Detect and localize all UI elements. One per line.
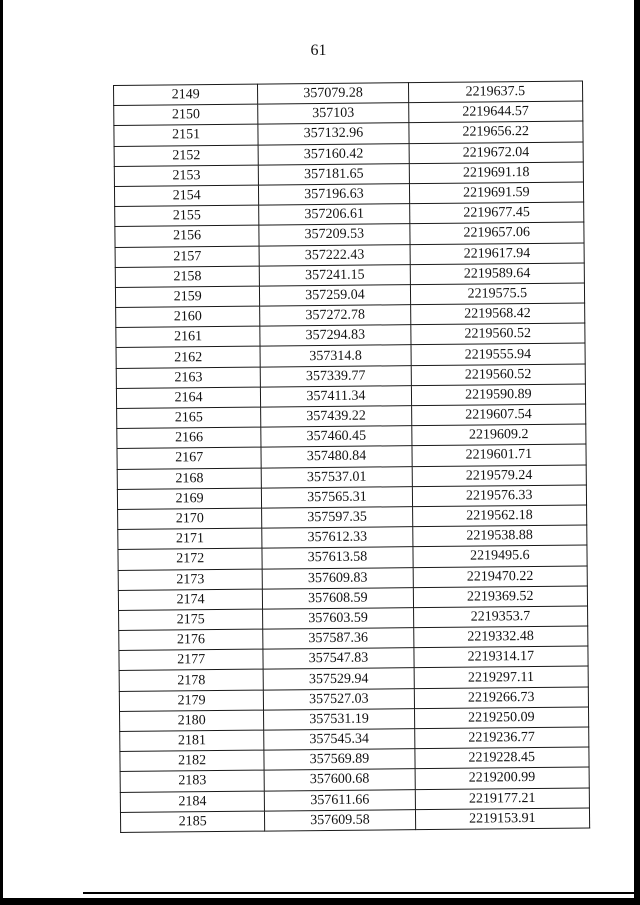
point-id-cell: 2179: [119, 690, 263, 712]
y-coordinate-cell: 2219200.99: [415, 767, 590, 789]
point-id-cell: 2174: [118, 589, 262, 611]
x-coordinate-cell: 357259.04: [260, 285, 410, 307]
x-coordinate-cell: 357460.45: [261, 426, 411, 448]
y-coordinate-cell: 2219576.33: [412, 485, 587, 507]
y-coordinate-cell: 2219617.94: [410, 242, 585, 264]
point-id-cell: 2178: [119, 670, 263, 692]
x-coordinate-cell: 357181.65: [259, 163, 409, 185]
x-coordinate-cell: 357480.84: [261, 446, 411, 468]
point-id-cell: 2184: [120, 791, 264, 813]
x-coordinate-cell: 357196.63: [259, 184, 409, 206]
point-id-cell: 2158: [115, 266, 259, 288]
y-coordinate-cell: 2219177.21: [415, 788, 590, 810]
page-number: 61: [310, 42, 327, 59]
y-coordinate-cell: 2219555.94: [411, 343, 586, 365]
x-coordinate-cell: 357529.94: [263, 668, 413, 690]
point-id-cell: 2165: [117, 407, 261, 429]
y-coordinate-cell: 2219560.52: [410, 323, 585, 345]
point-id-cell: 2175: [119, 609, 263, 631]
scan-bottom-edge: [83, 892, 635, 894]
point-id-cell: 2169: [117, 488, 261, 510]
x-coordinate-cell: 357612.33: [262, 527, 412, 549]
x-coordinate-cell: 357613.58: [262, 547, 412, 569]
x-coordinate-cell: 357209.53: [259, 224, 409, 246]
y-coordinate-cell: 2219250.09: [414, 707, 589, 729]
table-row: [120, 808, 589, 833]
point-id-cell: 2172: [118, 548, 262, 570]
x-coordinate-cell: 357569.89: [264, 749, 414, 771]
point-id-cell: 2152: [114, 145, 258, 167]
x-coordinate-cell: 357339.77: [261, 365, 411, 387]
point-id-cell: 2159: [115, 286, 259, 308]
document-page: [3, 0, 634, 898]
y-coordinate-cell: 2219644.57: [408, 101, 583, 123]
x-coordinate-cell: 357531.19: [264, 708, 414, 730]
point-id-cell: 2164: [116, 387, 260, 409]
point-id-cell: 2162: [116, 347, 260, 369]
point-id-cell: 2183: [120, 770, 264, 792]
x-coordinate-cell: 357611.66: [265, 789, 415, 811]
x-coordinate-cell: 357272.78: [260, 305, 410, 327]
y-coordinate-cell: 2219314.17: [414, 646, 589, 668]
y-coordinate-cell: 2219332.48: [413, 626, 588, 648]
point-id-cell: 2161: [116, 326, 260, 348]
y-coordinate-cell: 2219236.77: [414, 727, 589, 749]
y-coordinate-cell: 2219609.2: [411, 424, 586, 446]
y-coordinate-cell: 2219266.73: [414, 687, 589, 709]
point-id-cell: 2170: [118, 508, 262, 530]
point-id-cell: 2171: [118, 528, 262, 550]
y-coordinate-cell: 2219656.22: [408, 121, 583, 143]
x-coordinate-cell: 357547.83: [263, 648, 413, 670]
point-id-cell: 2157: [115, 246, 259, 268]
y-coordinate-cell: 2219590.89: [411, 384, 586, 406]
y-coordinate-cell: 2219637.5: [408, 81, 583, 103]
point-id-cell: 2168: [117, 468, 261, 490]
y-coordinate-cell: 2219672.04: [409, 142, 584, 164]
point-id-cell: 2160: [116, 306, 260, 328]
y-coordinate-cell: 2219691.59: [409, 182, 584, 204]
y-coordinate-cell: 2219297.11: [414, 666, 589, 688]
coordinates-table: [113, 80, 590, 832]
y-coordinate-cell: 2219470.22: [413, 565, 588, 587]
y-coordinate-cell: 2219691.18: [409, 162, 584, 184]
y-coordinate-cell: 2219607.54: [411, 404, 586, 426]
x-coordinate-cell: 357597.35: [262, 507, 412, 529]
x-coordinate-cell: 357132.96: [258, 123, 408, 145]
coordinates-table-body: [114, 81, 590, 832]
y-coordinate-cell: 2219369.52: [413, 586, 588, 608]
point-id-cell: 2181: [120, 730, 264, 752]
x-coordinate-cell: 357103: [258, 103, 408, 125]
point-id-cell: 2166: [117, 427, 261, 449]
point-id-cell: 2156: [115, 225, 259, 247]
y-coordinate-cell: 2219562.18: [412, 505, 587, 527]
x-coordinate-cell: 357160.42: [258, 143, 408, 165]
point-id-cell: 2154: [114, 185, 258, 207]
point-id-cell: 2185: [120, 811, 264, 833]
point-id-cell: 2153: [114, 165, 258, 187]
y-coordinate-cell: 2219579.24: [412, 465, 587, 487]
x-coordinate-cell: 357565.31: [262, 486, 412, 508]
point-id-cell: 2150: [114, 104, 258, 126]
y-coordinate-cell: 2219495.6: [413, 545, 588, 567]
point-id-cell: 2151: [114, 124, 258, 146]
y-coordinate-cell: 2219568.42: [410, 303, 585, 325]
point-id-cell: 2177: [119, 649, 263, 671]
x-coordinate-cell: 357079.28: [258, 83, 408, 105]
point-id-cell: 2176: [119, 629, 263, 651]
point-id-cell: 2163: [116, 367, 260, 389]
x-coordinate-cell: 357537.01: [261, 466, 411, 488]
point-id-cell: 2173: [118, 569, 262, 591]
x-coordinate-cell: 357439.22: [261, 406, 411, 428]
y-coordinate-cell: 2219153.91: [415, 808, 590, 830]
y-coordinate-cell: 2219575.5: [410, 283, 585, 305]
x-coordinate-cell: 357608.59: [263, 587, 413, 609]
y-coordinate-cell: 2219538.88: [412, 525, 587, 547]
y-coordinate-cell: 2219560.52: [411, 364, 586, 386]
y-coordinate-cell: 2219353.7: [413, 606, 588, 628]
y-coordinate-cell: 2219589.64: [410, 263, 585, 285]
x-coordinate-cell: 357600.68: [264, 769, 414, 791]
x-coordinate-cell: 357587.36: [263, 628, 413, 650]
y-coordinate-cell: 2219657.06: [409, 222, 584, 244]
x-coordinate-cell: 357241.15: [260, 264, 410, 286]
y-coordinate-cell: 2219228.45: [414, 747, 589, 769]
y-coordinate-cell: 2219677.45: [409, 202, 584, 224]
x-coordinate-cell: 357222.43: [259, 244, 409, 266]
x-coordinate-cell: 357314.8: [260, 345, 410, 367]
x-coordinate-cell: 357609.58: [265, 809, 415, 831]
x-coordinate-cell: 357527.03: [264, 688, 414, 710]
x-coordinate-cell: 357545.34: [264, 729, 414, 751]
y-coordinate-cell: 2219601.71: [412, 444, 587, 466]
x-coordinate-cell: 357603.59: [263, 608, 413, 630]
point-id-cell: 2182: [120, 750, 264, 772]
x-coordinate-cell: 357206.61: [259, 204, 409, 226]
x-coordinate-cell: 357609.83: [262, 567, 412, 589]
point-id-cell: 2155: [115, 205, 259, 227]
x-coordinate-cell: 357411.34: [261, 385, 411, 407]
point-id-cell: 2149: [114, 84, 258, 106]
point-id-cell: 2180: [120, 710, 264, 732]
x-coordinate-cell: 357294.83: [260, 325, 410, 347]
point-id-cell: 2167: [117, 447, 261, 469]
